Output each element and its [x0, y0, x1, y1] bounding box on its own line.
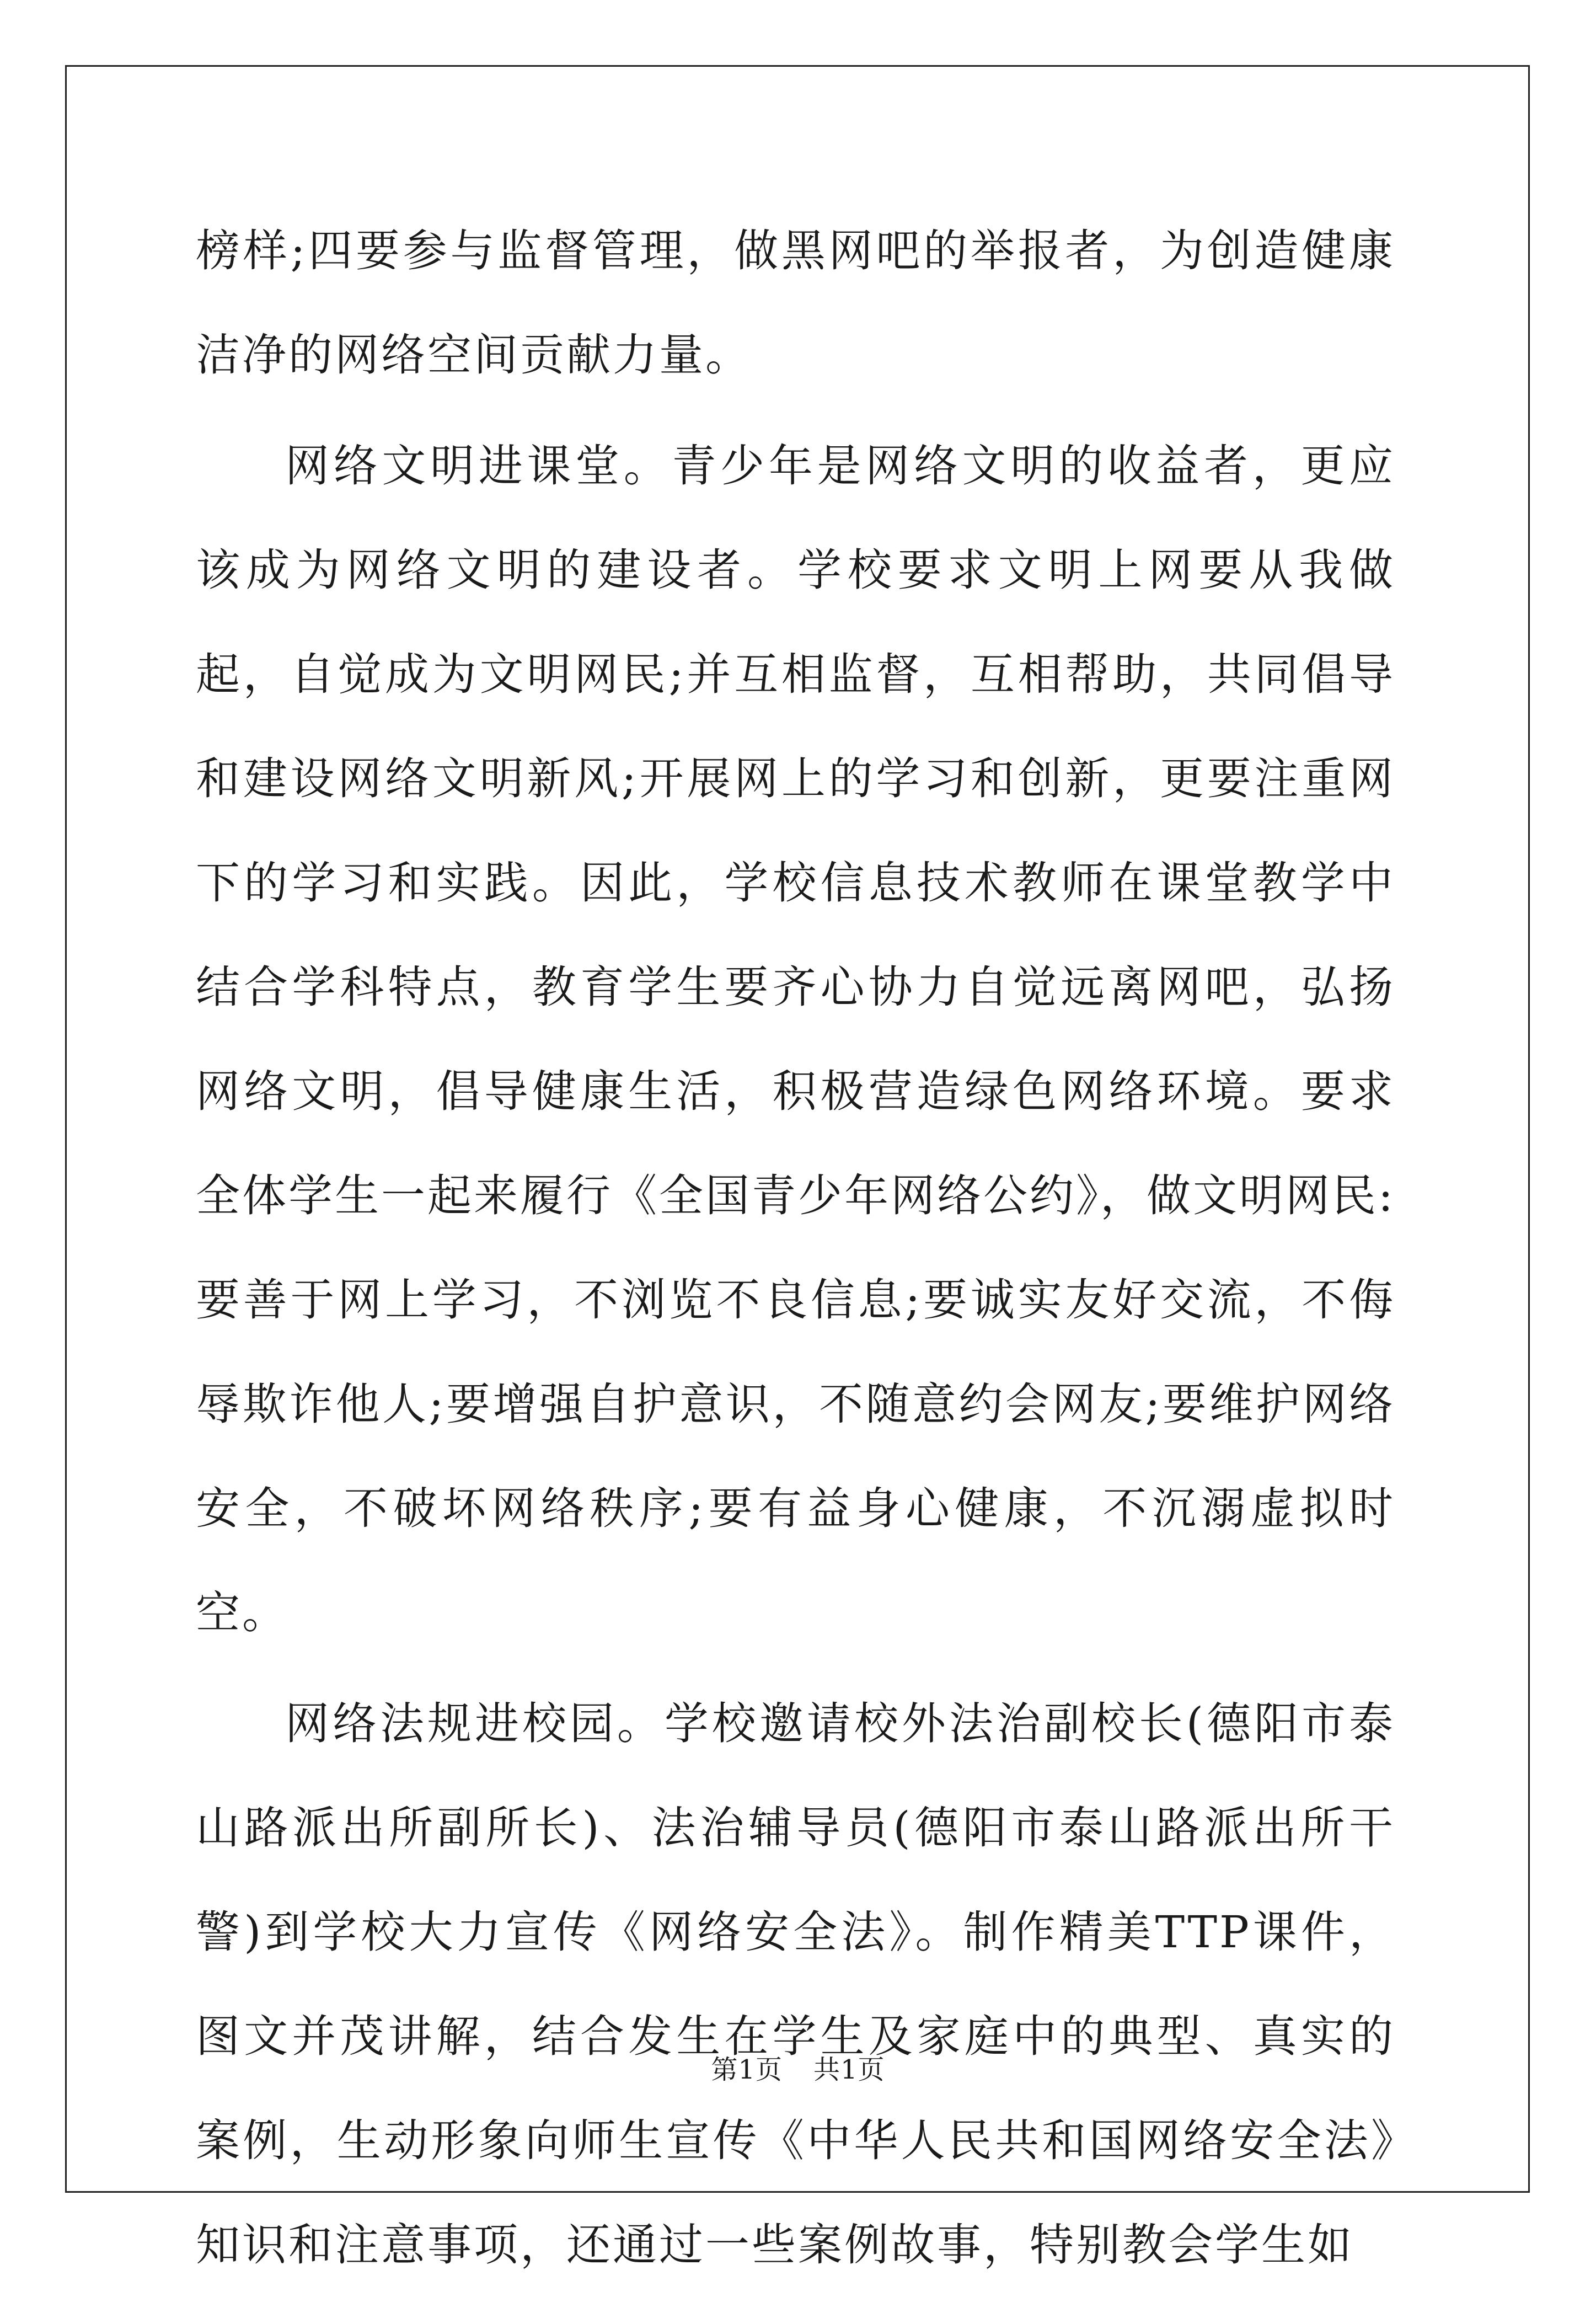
page-number-current: 第1页	[711, 2054, 783, 2085]
document-body	[196, 199, 1395, 2297]
paragraph-network-law-campus: 网络法规进校园。学校邀请校外法治副校长(德阳市泰山路派出所副所长)、法治辅导员(德阳市泰山路派出所干警)到学校大力宣传《网络安全法》。制作精美TTP课件，图文并茂讲解，结合发生在学生及家庭中的典型、真实的案例，生动形象向师生宣传《中华人民共和国网络安全法》知识和注意事项，还通过一些案例故事，特别教会学生如	[196, 1698, 1395, 2271]
paragraph-network-civility-classroom: 网络文明进课堂。青少年是网络文明的收益者，更应该成为网络文明的建设者。学校要求文明上网要从我做起，自觉成为文明网民;并互相监督，互相帮助，共同倡导和建设网络文明新风;开展网上的学习和创新，更要注重网下的学习和实践。因此，学校信息技术教师在课堂教学中结合学科特点，教育学生要齐心协力自觉远离网吧，弘扬网络文明，倡导健康生活，积极营造绿色网络环境。要求全体学生一起来履行《全国青少年网络公约》，做文明网民:要善于网上学习，不浏览不良信息;要诚实友好交流，不侮辱欺诈他人;要增强自护意识，不随意约会网友;要维护网络安全，不破坏网络秩序;要有益身心健康，不沉溺虚拟时空。	[196, 440, 1395, 1638]
page-number-total: 共1页	[813, 2054, 885, 2085]
page-footer	[0, 2053, 1596, 2086]
paragraph-continuation: 榜样;四要参与监督管理，做黑网吧的举报者，为创造健康洁净的网络空间贡献力量。	[196, 225, 1395, 381]
